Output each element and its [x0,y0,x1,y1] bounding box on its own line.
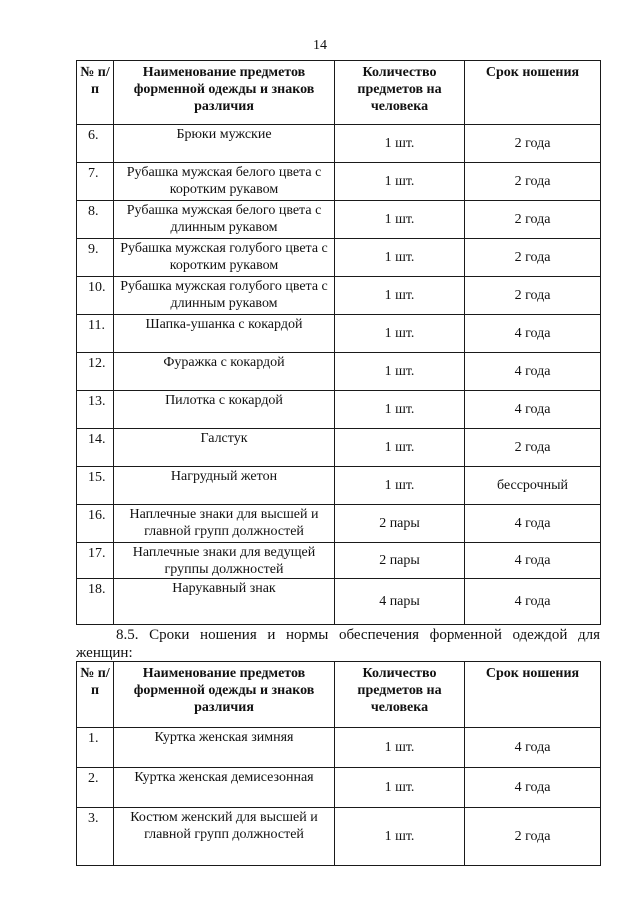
item-name: Нарукавный знак [114,579,335,625]
row-number: 2. [77,768,114,808]
row-number: 7. [77,163,114,201]
table-row [77,125,601,163]
row-number: 13. [77,391,114,429]
row-number: 17. [77,543,114,579]
item-name: Галстук [114,429,335,467]
item-name: Костюм женский для высшей и главной групп должностей [114,808,335,866]
item-name: Рубашка мужская голубого цвета с длинным рукавом [114,277,335,315]
item-wear-term: 4 года [465,315,601,353]
table-row [77,505,601,543]
row-number: 16. [77,505,114,543]
row-number: 1. [77,728,114,768]
item-wear-term: 4 года [465,579,601,625]
item-quantity: 4 пары [335,579,465,625]
item-name: Фуражка с кокардой [114,353,335,391]
row-number: 11. [77,315,114,353]
column-header-item-name: Наименование предметов форменной одежды и знаков различия [114,61,335,125]
page-number: 14 [313,38,327,53]
item-wear-term: 4 года [465,543,601,579]
item-name: Нагрудный жетон [114,467,335,505]
row-number: 18. [77,579,114,625]
row-number: 8. [77,201,114,239]
column-header-item-name: Наименование предметов форменной одежды и знаков различия [114,662,335,728]
column-header-number: № п/п [77,662,114,728]
item-name: Куртка женская зимняя [114,728,335,768]
item-quantity: 2 пары [335,543,465,579]
table-row [77,728,601,768]
table-header-row [77,61,601,125]
table-row [77,239,601,277]
row-number: 14. [77,429,114,467]
item-quantity: 1 шт. [335,467,465,505]
row-number: 6. [77,125,114,163]
table-row [77,808,601,866]
item-wear-term: 2 года [465,163,601,201]
item-wear-term: 2 года [465,429,601,467]
table-row [77,315,601,353]
item-name: Шапка-ушанка с кокардой [114,315,335,353]
item-quantity: 1 шт. [335,728,465,768]
item-wear-term: 4 года [465,768,601,808]
item-name: Пилотка с кокардой [114,391,335,429]
table-row [77,277,601,315]
column-header-quantity: Количество предметов на человека [335,662,465,728]
table-row [77,201,601,239]
item-wear-term: бессрочный [465,467,601,505]
item-wear-term: 2 года [465,125,601,163]
table-row [77,429,601,467]
row-number: 10. [77,277,114,315]
item-wear-term: 2 года [465,239,601,277]
section-heading: 8.5. Сроки ношения и нормы обеспечения форменной одеждой для женщин: [76,627,600,661]
item-wear-term: 2 года [465,277,601,315]
item-quantity: 2 пары [335,505,465,543]
item-quantity: 1 шт. [335,201,465,239]
column-header-wear-term: Срок ношения [465,662,601,728]
table-row [77,163,601,201]
item-wear-term: 4 года [465,391,601,429]
table-row [77,768,601,808]
column-header-wear-term: Срок ношения [465,61,601,125]
item-name: Рубашка мужская белого цвета с коротким рукавом [114,163,335,201]
item-wear-term: 2 года [465,201,601,239]
item-wear-term: 4 года [465,505,601,543]
women-uniform-table [76,661,601,866]
item-quantity: 1 шт. [335,277,465,315]
item-wear-term: 4 года [465,353,601,391]
table-row [77,467,601,505]
table-row [77,579,601,625]
item-name: Рубашка мужская белого цвета с длинным рукавом [114,201,335,239]
item-quantity: 1 шт. [335,391,465,429]
item-quantity: 1 шт. [335,239,465,277]
item-name: Наплечные знаки для ведущей группы должностей [114,543,335,579]
row-number: 12. [77,353,114,391]
item-quantity: 1 шт. [335,429,465,467]
item-name: Рубашка мужская голубого цвета с коротким рукавом [114,239,335,277]
table-row [77,391,601,429]
row-number: 15. [77,467,114,505]
item-quantity: 1 шт. [335,163,465,201]
row-number: 9. [77,239,114,277]
item-quantity: 1 шт. [335,768,465,808]
table-row [77,353,601,391]
item-quantity: 1 шт. [335,808,465,866]
item-name: Брюки мужские [114,125,335,163]
row-number: 3. [77,808,114,866]
table-row [77,543,601,579]
item-name: Наплечные знаки для высшей и главной групп должностей [114,505,335,543]
item-wear-term: 4 года [465,728,601,768]
column-header-quantity: Количество предметов на человека [335,61,465,125]
item-wear-term: 2 года [465,808,601,866]
item-quantity: 1 шт. [335,125,465,163]
item-name: Куртка женская демисезонная [114,768,335,808]
men-uniform-table [76,60,601,625]
item-quantity: 1 шт. [335,353,465,391]
table-header-row [77,662,601,728]
column-header-number: № п/п [77,61,114,125]
item-quantity: 1 шт. [335,315,465,353]
